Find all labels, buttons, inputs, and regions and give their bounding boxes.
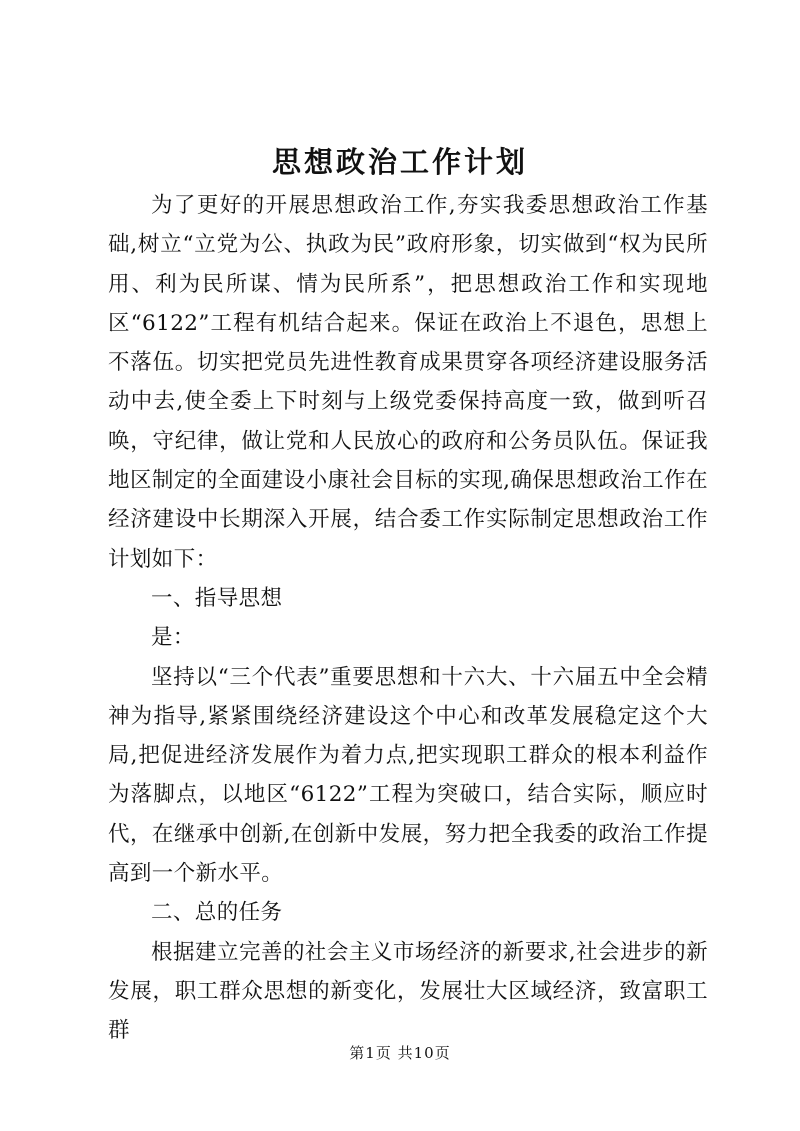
guiding-ideology-paragraph: 坚持以“三个代表”重要思想和十六大、十六届五中全会精神为指导,紧紧围绕经济建设这个中心和改革发展稳定这个大局,把促进经济发展作为着力点,把实现职工群众的根本利益作为落脚点，以地区“6122”工程为突破口，结合实际，顺应时代，在继承中创新,在创新中发展，努力把全我委的政治工作提高到一个新水平。 [108, 664, 708, 887]
page-number-footer: 第1页 共10页 [349, 1044, 451, 1062]
section-heading-guiding-ideology: 一、指导思想 [151, 585, 283, 611]
document-title: 思想政治工作计划 [271, 145, 528, 179]
overall-task-paragraph: 根据建立完善的社会主义市场经济的新要求,社会进步的新发展，职工群众思想的新变化，发展壮大区域经济，致富职工群 [108, 939, 708, 1044]
section-heading-overall-task: 二、总的任务 [151, 900, 283, 926]
document-body [108, 186, 708, 1051]
section-lead-text: 是： [151, 625, 195, 651]
intro-paragraph: 为了更好的开展思想政治工作,夯实我委思想政治工作基础,树立“立党为公、执政为民”政府形象，切实做到“权为民所用、利为民所谋、情为民所系”，把思想政治工作和实现地区“6122”工程有机结合起来。保证在政治上不退色，思想上不落伍。切实把党员先进性教育成果贯穿各项经济建设服务活动中去,使全委上下时刻与上级党委保持高度一致，做到听召唤，守纪律，做让党和人民放心的政府和公务员队伍。保证我地区制定的全面建设小康社会目标的实现,确保思想政治工作在经济建设中长期深入开展，结合委工作实际制定思想政治工作计划如下： [108, 193, 708, 572]
